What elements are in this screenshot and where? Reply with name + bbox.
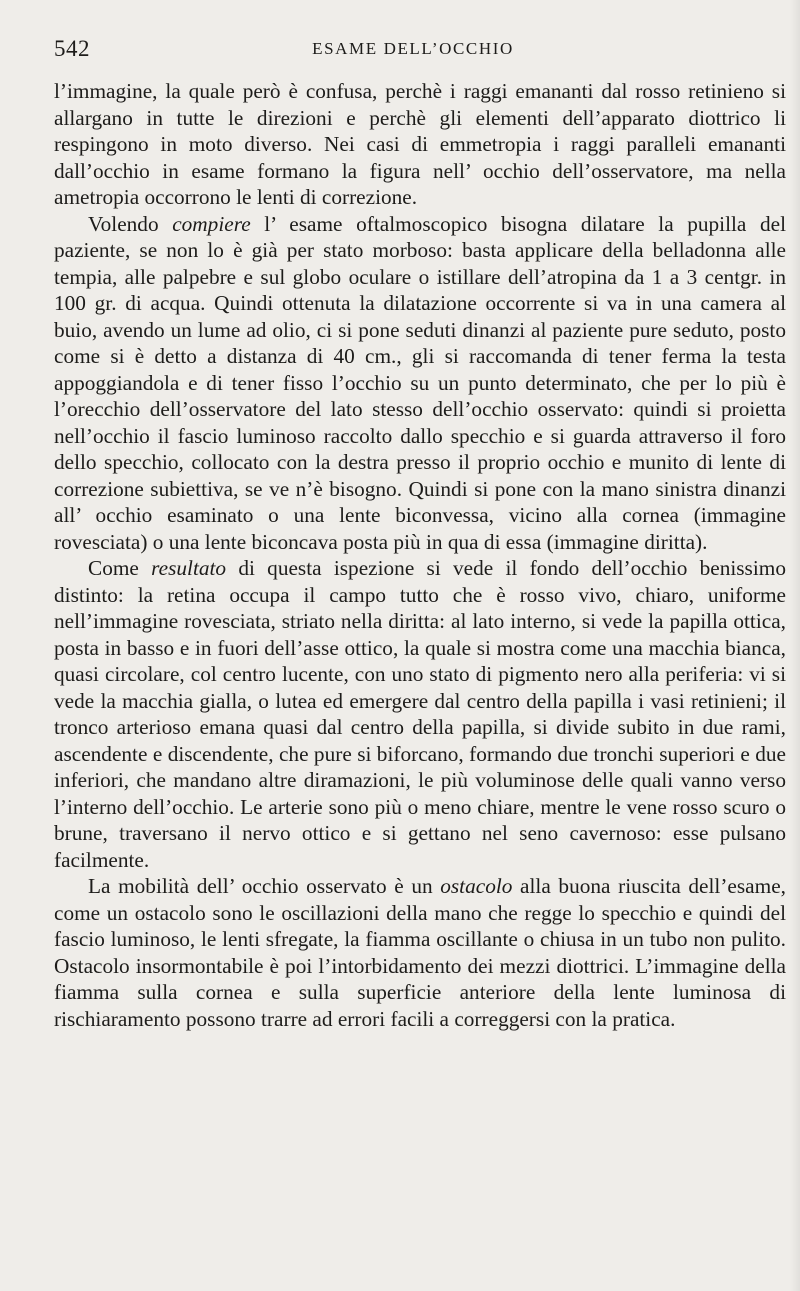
- page-number: 542: [54, 36, 90, 61]
- paragraph-2-text: l’ esame oftalmoscopico bisogna dilatare la pupilla del paziente, se non lo è già per stato morboso: basta applicare della belladonna alle tempia, alle palpebre e sul globo oculare o istillare dell’atropina da 1 a 3 centgr. in 100 gr. di acqua. Quindi ottenuta la dilatazione occorrente si va in una camera al buio, avendo un lume ad olio, ci si pone seduti dinanzi al paziente pure seduto, posto come si è detto a distanza di 40 cm., gli si raccomanda di tener ferma la testa appoggiandola e di tener fisso l’occhio su un punto determinato, che per lo più è l’orecchio dell’osservatore del lato stesso dell’occhio osservato: quindi si proietta nell’occhio il fascio luminoso raccolto dallo specchio e si guarda attraverso il foro dello specchio, collocato con la destra presso il proprio occhio e munito di lente di correzione subiettiva, se ve n’è bisogno. Quindi si pone con la mano sinistra dinanzi all’ occhio esaminato o una lente biconvessa, vicino alla cornea (immagine rovesciata) o una lente biconcava posta più in qua di essa (immagine diritta).: [54, 211, 787, 554]
- paragraph-3-lead: Come: [88, 556, 152, 580]
- paragraph-1: [54, 78, 786, 211]
- page-header: [54, 36, 772, 66]
- paragraph-1-text: l’immagine, la quale però è confusa, perchè i raggi emananti dal rosso retinieno si allargano in tutte le direzioni e perchè gli elementi dell’apparato diottrico li respingono in moto diverso. Nei casi di emmetropia i raggi paralleli emananti dall’occhio in esame formano la figura nell’ occhio dell’osservatore, ma nella ametropia occorrono le lenti di correzione.: [54, 79, 786, 209]
- paragraph-3-text: di questa ispezione si vede il fondo dell’occhio benissimo distinto: la retina occupa il campo tutto che è rosso vivo, chiaro, uniforme nell’immagine rovesciata, striato nella diritta: al lato interno, si vede la papilla ottica, posta in basso e in fuori dell’asse ottico, la quale si mostra come una macchia bianca, quasi circolare, col centro lucente, con uno stato di pigmento nero alla periferia: vi si vede la macchia gialla, o lutea ed emergere dal centro della papilla i vasi retinieni; il tronco arterioso emana quasi dal centro della papilla, si divide subito in due rami, ascendente e discendente, che pure si biforcano, formando due tronchi superiori e due inferiori, che mandano altre diramazioni, le più voluminose delle quali vanno verso l’interno dell’occhio. Le arterie sono più o meno chiare, mentre le vene rosso scuro o brune, traversano il nervo ottico e si gettano nel seno cavernoso: esse pulsano facilmente.: [54, 556, 786, 872]
- paragraph-4-text: alla buona riuscita dell’esame, come un ostacolo sono le oscillazioni della mano che regge lo specchio e quindi del fascio luminoso, le lenti sfregate, la fiamma oscillante o chiusa in un tubo non pulito. Ostacolo insormontabile è poi l’intorbidamento dei mezzi diottrici. L’immagine della fiamma sulla cornea e sulla superficie anteriore della lente luminosa di rischiaramento possono trarre ad errori facili a correggersi con la pratica.: [54, 874, 786, 1031]
- paragraph-2-italic-term: compiere: [172, 211, 251, 236]
- paragraph-2: [54, 211, 786, 556]
- paragraph-4-lead: La mobilità dell’ occhio osservato è un: [88, 874, 441, 898]
- paragraph-3: [54, 555, 786, 873]
- running-head: ESAME DELL’OCCHIO: [312, 39, 514, 58]
- paragraph-4: [54, 873, 786, 1032]
- paragraph-2-lead: Volendo: [88, 211, 173, 236]
- page-edge-shadow: [790, 0, 800, 1291]
- paragraph-3-italic-term: resultato: [151, 556, 227, 580]
- body-text: [54, 78, 786, 1032]
- paragraph-4-italic-term: ostacolo: [440, 874, 513, 898]
